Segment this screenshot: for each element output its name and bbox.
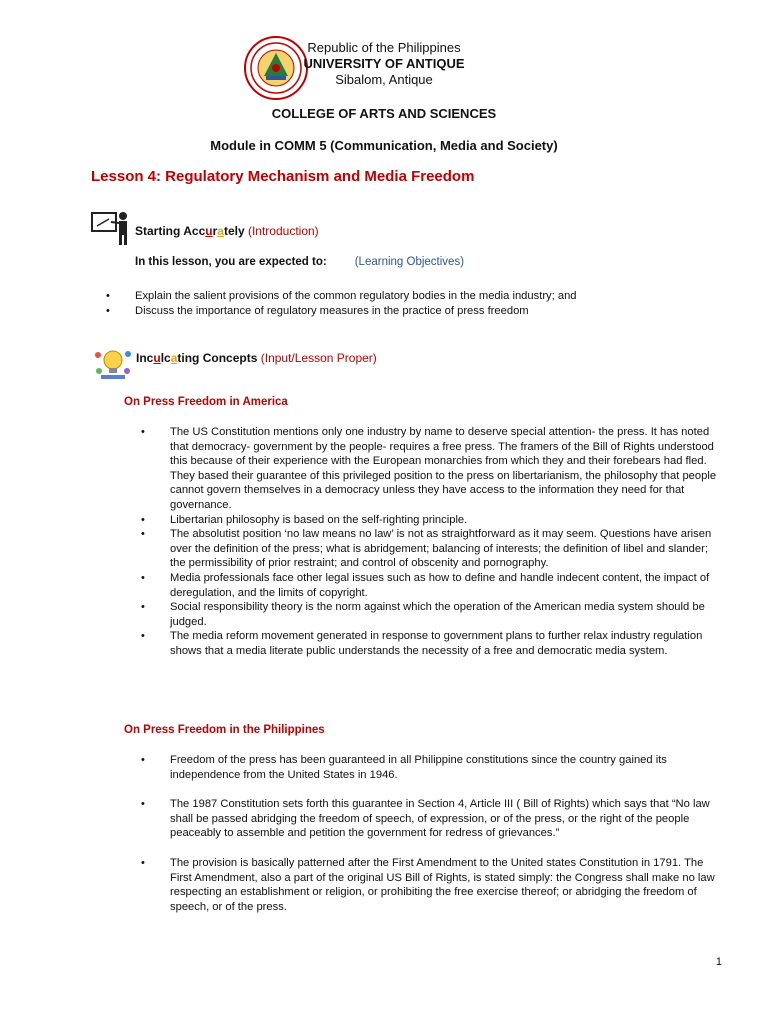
college-name: COLLEGE OF ARTS AND SCIENCES <box>271 106 497 121</box>
philippines-list <box>170 753 725 914</box>
lesson-title: Lesson 4: Regulatory Mechanism and Media Freedom <box>91 168 475 185</box>
intro-line <box>135 256 464 268</box>
philippines-heading: On Press Freedom in the Philippines <box>124 724 325 736</box>
title-part: a <box>170 351 178 365</box>
list-item: • The provision is basically patterned after the First Amendment to the United states Constitution in 1791. The First Amendment, also a part of the original US Bill of Rights, is stated simply: the Congress shall make no law respecting an establishment or religion, or prohibiting the free exercise thereof; or abridging the freedom of speech, or of the press. <box>170 856 725 914</box>
title-part: lc <box>160 351 171 365</box>
page-number: 1 <box>715 956 722 968</box>
list-item: • The US Constitution mentions only one industry by name to deserve special attention- the press. It has noted that democracy- government by the people- requires a free press. The framers of the Bill of Rights understood this because of their experience with the European monarchies from which they and their forebears had fled. They based their guarantee of this privileged position to the press on libertarianism, the philosophy that people cannot govern themselves in a democracy unless they have access to the information they need for that governance. <box>170 425 725 513</box>
header-location: Sibalom, Antique <box>335 72 433 87</box>
header-university: UNIVERSITY OF ANTIQUE <box>303 56 465 71</box>
title-part: u <box>205 224 213 238</box>
title-part: r <box>212 224 218 238</box>
intro-text: In this lesson, you are expected to: <box>135 256 327 268</box>
list-item: • Discuss the importance of regulatory measures in the practice of press freedom <box>135 304 715 319</box>
list-item: • Media professionals face other legal issues such as how to define and handle indecent content, the impact of deregulation, and the limits of copyright. <box>170 571 725 600</box>
title-part: ting Concepts <box>177 351 261 365</box>
learning-objectives-label: (Learning Objectives) <box>354 256 465 268</box>
list-item: • Explain the salient provisions of the common regulatory bodies in the media industry; and <box>135 289 715 304</box>
title-part: u <box>153 351 161 365</box>
title-part: tely <box>223 224 248 238</box>
concepts-lightbulb-icon <box>93 345 133 381</box>
title-part: Inc <box>136 351 154 365</box>
title-part: Starting Acc <box>135 224 206 238</box>
list-item: • Libertarian philosophy is based on the self-righting principle. <box>170 513 725 528</box>
list-item: • The absolutist position ‘no law means no law’ is not as straightforward as it may seem. Questions have arisen over the definition of the press; what is abridgement; balancing of interests; the definition of libel and slander; the permissibility of prior restraint; and control of obscenity and pornography. <box>170 527 725 571</box>
header-republic: Republic of the Philippines <box>307 40 461 55</box>
section-concepts-paren: (Input/Lesson Proper) <box>260 351 377 365</box>
america-list <box>170 425 725 659</box>
module-title: Module in COMM 5 (Communication, Media and Society) <box>210 138 558 153</box>
america-heading: On Press Freedom in America <box>124 396 288 408</box>
list-item: • The media reform movement generated in response to government plans to further relax industry regulation shows that a media literate public understands the necessity of a free and democratic media system. <box>170 629 725 658</box>
list-item: • The 1987 Constitution sets forth this guarantee in Section 4, Article III ( Bill of Rights) which says that “No law shall be passed abridging the freedom of speech, of expression, or of the press, or the right of the people peaceably to assemble and petition the government for redress of grievances.” <box>170 797 725 841</box>
list-item: • Social responsibility theory is the norm against which the operation of the American media system should be judged. <box>170 600 725 629</box>
section-concepts-title <box>136 351 377 365</box>
teacher-at-board-icon <box>91 210 131 246</box>
section-starting-title <box>135 224 319 238</box>
section-starting-paren: (Introduction) <box>247 224 319 238</box>
list-item: • Freedom of the press has been guaranteed in all Philippine constitutions since the country gained its independence from the United States in 1946. <box>170 753 725 782</box>
title-part: a <box>217 224 224 238</box>
objectives-list <box>135 289 715 318</box>
